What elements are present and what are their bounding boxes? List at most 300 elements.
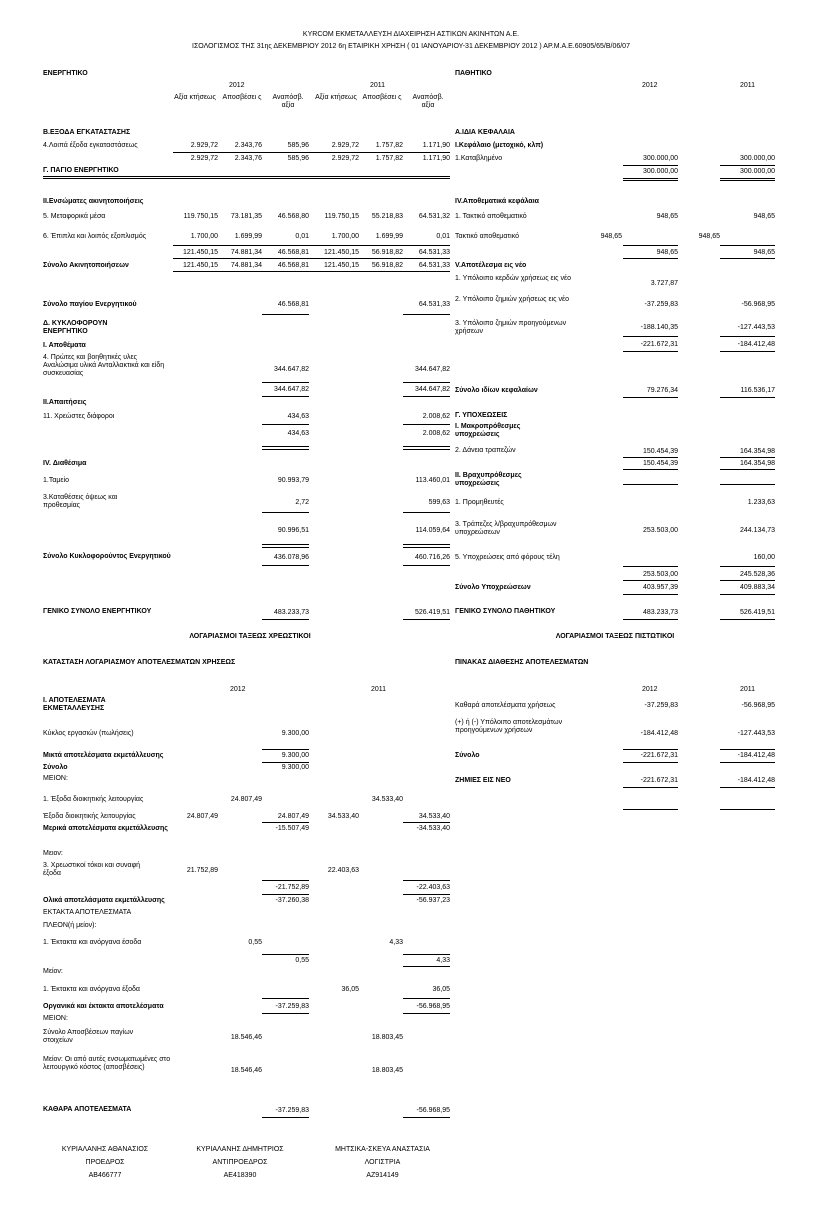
cell: -37.259,83 [644, 301, 678, 308]
rule [262, 547, 309, 548]
taxes-label: 5. Υποχρεώσεις από φόρους τέλη [455, 554, 560, 561]
cell: 73.181,35 [230, 213, 262, 220]
rule [262, 880, 309, 881]
profit-carried-label: 1. Υπόλοιπο κερδών χρήσεως εις νέο [455, 275, 572, 282]
cell: 526.419,51 [414, 609, 450, 616]
equity-total-label: Σύνολο ιδίων κεφαλαίων [455, 387, 538, 394]
cell: 483.233,73 [273, 609, 309, 616]
income-year-2012: 2012 [230, 686, 246, 693]
rule [623, 762, 678, 763]
formation-expenses-title: Β.ΕΞΟΔΑ ΕΓΚΑΤΑΣΤΑΣΗΣ [43, 129, 131, 136]
cell: 74.881,34 [230, 249, 262, 256]
rule [623, 619, 678, 620]
distribution-title: ΠΙΝΑΚΑΣ ΔΙΑΘΕΣΗΣ ΑΠΟΤΕΛΕΣΜΑΤΩΝ [455, 659, 589, 666]
depreciation-included-label: Μείον: Οι από αυτές ενσωματωμένες στο λειτουργικό κόστος (αποσβέσεις) [43, 1056, 171, 1071]
cell: 244.134,73 [739, 527, 775, 534]
cell: 55.218,83 [371, 213, 403, 220]
cash-title: ΙV. Διαθέσιμα [43, 460, 87, 467]
cell: -34.533,40 [416, 825, 450, 832]
col-dep-2012: Αποσβέσει ς [222, 94, 262, 101]
rule [403, 449, 450, 450]
cell: 18.803,45 [371, 1034, 403, 1041]
rule [623, 484, 678, 485]
rule [720, 397, 775, 398]
cell: 18.546,46 [230, 1034, 262, 1041]
memo-debit: ΛΟΓΑΡΙΑΣΜΟΙ ΤΑΞΕΩΣ ΧΡΕΩΣΤΙΚΟΙ [189, 633, 311, 640]
cell: 24.807,49 [186, 813, 218, 820]
cell: 253.503,00 [642, 571, 678, 578]
rule [720, 336, 775, 337]
liab-year-2012: 2012 [642, 82, 658, 89]
fixed-total-label: Σύνολο παγίου Ενεργητικού [43, 301, 137, 308]
cell: 18.546,46 [230, 1067, 262, 1074]
rule [262, 998, 309, 999]
cell: 409.883,34 [739, 584, 775, 591]
rule [173, 245, 450, 246]
reserves-row-label: 1. Τακτικό αποθεματικό [455, 213, 527, 220]
cell: 4,33 [436, 957, 450, 964]
cell: -37.260,38 [275, 897, 309, 904]
rule [623, 809, 678, 810]
minus-label: ΜΕΙΟΝ: [43, 1015, 68, 1022]
rule [403, 512, 450, 513]
cell: 64.531,32 [418, 213, 450, 220]
rule [623, 180, 678, 181]
cell: 2.343,76 [234, 142, 262, 149]
cell: -37.259,83 [644, 702, 678, 709]
retained-title: V.Αποτέλεσμα εις νέο [455, 262, 527, 269]
rule [623, 594, 678, 595]
cell: -184.412,48 [737, 341, 775, 348]
cell: 22.403,63 [327, 867, 359, 874]
cell: 114.059,64 [415, 527, 450, 534]
signatory-name: ΜΗΤΣΙΚΑ-ΣΚΕΥΑ ΑΝΑΣΤΑΣΙΑ [335, 1146, 430, 1153]
cell: 116.536,17 [740, 387, 775, 394]
cell: 344.647,82 [414, 386, 450, 393]
cell: -127.443,53 [737, 324, 775, 331]
minus-label: ΜΕΙΟΝ: [43, 775, 68, 782]
cell: 150.454,39 [642, 448, 678, 455]
rule [262, 512, 309, 513]
cell: 300.000,00 [739, 155, 775, 162]
rule [720, 619, 775, 620]
cell: 74.881,34 [230, 262, 262, 269]
cell: -56.937,23 [416, 897, 450, 904]
liab-year-2011: 2011 [740, 82, 756, 89]
short-term-title: ΙΙ. Βραχυπρόθεσμες υποχρεώσεις [455, 472, 522, 487]
rule [623, 787, 678, 788]
cell: 483.233,73 [642, 609, 678, 616]
dist-sum-label: Σύνολο [455, 752, 480, 759]
cell: 121.450,15 [182, 249, 218, 256]
rule [720, 749, 775, 750]
rule [623, 580, 678, 581]
rule [262, 396, 309, 397]
cell: -188.140,35 [640, 324, 678, 331]
rule [623, 566, 678, 567]
rule [623, 397, 678, 398]
cell: 245.528,36 [739, 571, 775, 578]
cell: 150.454,39 [642, 460, 678, 467]
signatory-role: ΑΝΤΙΠΡΟΕΔΡΟΣ [212, 1159, 268, 1166]
cell: -15.507,49 [275, 825, 309, 832]
rule [403, 544, 450, 545]
cell: 2.929,72 [190, 142, 218, 149]
rule [262, 954, 309, 955]
rule [403, 966, 450, 967]
cell: -127.443,53 [737, 730, 775, 737]
cell: -56.968,95 [416, 1107, 450, 1114]
rule [623, 178, 678, 179]
cell: 344.647,82 [273, 366, 309, 373]
cell: 113.460,01 [415, 477, 450, 484]
cell: 64.531,33 [418, 249, 450, 256]
col-dep-2011: Αποσβέσει ς [362, 94, 402, 101]
extra-income-label: 1. Έκτακτα και ανόργανα έσοδα [43, 939, 142, 946]
organic-extra-label: Οργανικά και έκτακτα αποτελέσματα [43, 1003, 164, 1010]
cell: 344.647,82 [273, 386, 309, 393]
rule [720, 258, 775, 259]
liabilities-grand-total-label: ΓΕΝΙΚΟ ΣΥΝΟΛΟ ΠΑΘΗΤΙΚΟΥ [455, 608, 556, 615]
rule [720, 787, 775, 788]
rule [403, 424, 450, 425]
cell: 948,65 [656, 213, 678, 220]
rule [262, 314, 309, 315]
rule [262, 822, 309, 823]
cell: 948,65 [698, 233, 720, 240]
cell: 34.533,40 [371, 796, 403, 803]
extraordinary-title: ΕΚΤΑΚΤΑ ΑΠΟΤΕΛΕΣΜΑΤΑ [43, 909, 132, 916]
cell: -221.672,31 [640, 777, 678, 784]
rule [720, 469, 775, 470]
cell: 56.918,82 [371, 249, 403, 256]
rule [403, 619, 450, 620]
memo-credit: ΛΟΓΑΡΙΑΣΜΟΙ ΤΑΞΕΩΣ ΠΙΣΤΩΤΙΚΟΙ [555, 633, 675, 640]
cell: 948,65 [600, 233, 622, 240]
rule [623, 245, 678, 246]
cell: 1.700,00 [190, 233, 218, 240]
rule [720, 245, 775, 246]
signatory-name: ΚΥΡΙΑΛΑΝΗΣ ΔΗΜΗΤΡΙΟΣ [196, 1146, 284, 1153]
signatory-name: ΚΥΡΙΑΛΑΝΗΣ ΑΘΑΝΑΣΙΟΣ [61, 1146, 149, 1153]
bank-loans-label: 2. Δάνεια τραπεζών [455, 447, 516, 454]
rule [623, 336, 678, 337]
col-acq-2012: Αξία κτήσεως [174, 94, 216, 101]
cell: 34.533,40 [327, 813, 359, 820]
partial-result-label: Μερικά αποτελέσματα εκμετάλλευσης [43, 825, 168, 832]
cell: 119.750,15 [324, 213, 359, 220]
cell: 160,00 [753, 554, 775, 561]
rule [720, 351, 775, 352]
rule [623, 258, 678, 259]
assets-year-2012: 2012 [229, 82, 245, 89]
cell: 164.354,98 [739, 460, 775, 467]
cell: 0,01 [436, 233, 450, 240]
rule [262, 446, 309, 447]
rule [262, 449, 309, 450]
cell: 36,05 [432, 986, 450, 993]
rule [403, 382, 450, 383]
cell: 34.533,40 [418, 813, 450, 820]
cell: 2.929,72 [190, 155, 218, 162]
cell: 3.727,87 [650, 280, 678, 287]
rule [403, 880, 450, 881]
cell: 585,96 [287, 142, 309, 149]
rule [403, 314, 450, 315]
rule [623, 469, 678, 470]
cell: 585,96 [287, 155, 309, 162]
rule [403, 822, 450, 823]
short-term-banks-label: 3. Τράπεζες λ/βραχυπρόθεσμων υποχρεώσεων [455, 521, 557, 536]
inventory-title: Ι. Αποθέματα [43, 342, 86, 349]
cell: 90.993,79 [277, 477, 309, 484]
cell: 948,65 [656, 249, 678, 256]
reserves-title: IV.Αποθεματικά κεφάλαια [455, 198, 539, 205]
rule [403, 547, 450, 548]
company-title: KYRCOM ΕΚΜΕΤΑΛΛΕΥΣΗ ΔΙΑΧΕΙΡΗΣΗ ΑΣΤΙΚΩΝ ΑΚΙΝΗΤΩΝ Α.Ε. [302, 31, 520, 38]
cell: 119.750,15 [183, 213, 218, 220]
cell: 434,63 [287, 413, 309, 420]
signatory-id: ΑΖ914149 [366, 1172, 399, 1179]
cell: 46.568,81 [277, 249, 309, 256]
cell: 2.008,62 [422, 413, 450, 420]
tangible-row-vehicles: 5. Μεταφορικά μέσα [43, 213, 106, 220]
dist-year-2012: 2012 [642, 686, 658, 693]
dist-year-2011: 2011 [740, 686, 756, 693]
capital-row-label: 1.Καταβλημένο [455, 155, 503, 162]
loss-carried-label: 2. Υπόλοιπο ζημιών χρήσεως εις νέο [455, 296, 569, 303]
operating-results-title: Ι. ΑΠΟΤΕΛΕΣΜΑΤΑ ΕΚΜΕΤΑΛΛΕΥΣΗΣ [43, 697, 106, 712]
rule [403, 998, 450, 999]
depreciation-total-label: Σύνολο Αποσβέσεων παγίων στοιχείων [43, 1029, 134, 1044]
cell: -184.412,48 [640, 730, 678, 737]
cell: 344.647,82 [414, 366, 450, 373]
cell: -56.968,95 [416, 1003, 450, 1010]
rule [262, 424, 309, 425]
prior-losses-label: 3. Υπόλοιπο ζημιών προηγούμενων χρήσεων [455, 320, 567, 335]
rule [43, 176, 450, 177]
cell: 2,72 [295, 499, 309, 506]
cell: 18.803,45 [371, 1067, 403, 1074]
rule [403, 1013, 450, 1014]
cell: 1.757,82 [375, 142, 403, 149]
formation-row-label: 4.Λοιπά έξοδα εγκαταστάσεως [43, 142, 138, 149]
cell: 436.078,96 [273, 554, 309, 561]
cell: -56.968,95 [741, 702, 775, 709]
rule [262, 762, 309, 763]
cell: 21.752,89 [186, 867, 218, 874]
cell: 46.568,80 [277, 213, 309, 220]
income-statement-title: ΚΑΤΑΣΤΑΣΗ ΛΟΓΑΡΙΑΣΜΟΥ ΑΠΟΤΕΛΕΣΜΑΤΩΝ ΧΡΗΣΕΩΣ [43, 659, 236, 666]
rule [403, 1117, 450, 1118]
cell: 526.419,51 [739, 609, 775, 616]
statement-title: ΙΣΟΛΟΓΙΣΜΟΣ ΤΗΣ 31ης ΔΕΚΕΜΒΡΙΟΥ 2012 6η ΕΤΑΙΡΙΚΗ ΧΡΗΣΗ ( 01 ΙΑΝΟΥΑΡΙΟΥ-31 ΔΕΚΕΜΒΡΙΟΥ 2012 ) ΑΡ.Μ.Α.Ε.60905/65/Β/06/07 [192, 43, 630, 50]
cell: 64.531,33 [418, 301, 450, 308]
cell: 9.300,00 [281, 764, 309, 771]
receivables-title: ΙΙ.Απαιτήσεις [43, 399, 87, 406]
rule [403, 565, 450, 566]
liabilities-title: ΠΑΘΗΤΙΚΟ [455, 70, 492, 77]
signatory-role: ΠΡΟΕΔΡΟΣ [85, 1159, 125, 1166]
current-assets-title: Δ. ΚΥΚΛΟΦΟΡΟΥΝ ΕΝΕΡΓΗΤΙΚΟ [43, 320, 108, 335]
admin-expenses-label: Έξοδα διοικητικής λειτουργίας [43, 813, 136, 820]
cell: 0,01 [295, 233, 309, 240]
rule [720, 580, 775, 581]
rule [262, 894, 309, 895]
prior-balance-label: (+) ή (-) Υπόλοιπο αποτελεσμάτων προηγούμενων χρήσεων [455, 719, 563, 734]
rule [262, 544, 309, 545]
cell: 253.503,00 [642, 527, 678, 534]
rule [262, 749, 309, 750]
cell: 164.354,98 [739, 448, 775, 455]
assets-year-2011: 2011 [370, 82, 386, 89]
cell: 56.918,82 [371, 262, 403, 269]
extra-expenses-label: 1. Έκτακτα και ανόργανα έξοδα [43, 986, 140, 993]
cell: 599,63 [428, 499, 450, 506]
cell: 79.276,34 [646, 387, 678, 394]
cell: 0,55 [295, 957, 309, 964]
cell: -221.672,31 [640, 341, 678, 348]
cell: 90.996,51 [277, 527, 309, 534]
cell: 2.929,72 [331, 142, 359, 149]
rule [173, 152, 450, 153]
rule [720, 594, 775, 595]
cash-row-label: 1.Ταμείο [43, 477, 69, 484]
losses-carried-label: ΖΗΜΙΕΣ ΕΙΣ ΝΕΟ [455, 777, 511, 784]
cell: 300.000,00 [739, 168, 775, 175]
cell: 948,65 [753, 213, 775, 220]
liabilities-total-label: Σύνολο Υποχρεώσεων [455, 584, 531, 591]
cell: -184.412,48 [737, 777, 775, 784]
minus-label: Μείον: [43, 968, 63, 975]
gross-result-label: Μικτά αποτελέσματα εκμετάλλευσης [43, 752, 164, 759]
fixed-assets-title: Γ. ΠΑΓΙΟ ΕΝΕΡΓΗΤΙΚΟ [43, 167, 119, 174]
col-net-2012: Αναπόσβ. αξία [272, 94, 304, 109]
rule [623, 351, 678, 352]
liabilities-section-title: Γ. ΥΠΟΧΕΩΣΕΙΣ [455, 412, 508, 419]
cell: 24.807,49 [230, 796, 262, 803]
admin-expenses-label: 1. Έξοδα διοικητικής λειτουργίας [43, 796, 144, 803]
tangible-row-furniture: 6. Έπιπλα και λοιπός εξοπλισμός [43, 233, 147, 240]
cell: 24.807,49 [277, 813, 309, 820]
rule [262, 1013, 309, 1014]
cell: -37.259,83 [275, 1003, 309, 1010]
cell: 2.929,72 [331, 155, 359, 162]
current-total-label: Σύνολο Κυκλοφορούντος Ενεργητικού [43, 553, 171, 560]
cell: 434,63 [287, 430, 309, 437]
cell: -56.968,95 [741, 301, 775, 308]
cell: 1.757,82 [375, 155, 403, 162]
rule [720, 457, 775, 458]
cell: 46.568,81 [277, 262, 309, 269]
cell: 1.171,90 [422, 142, 450, 149]
rule [403, 954, 450, 955]
long-term-title: Ι. Μακροπρόθεσμες υποχρεώσεις [455, 423, 521, 438]
cell: 9.300,00 [281, 730, 309, 737]
assets-grand-total-label: ΓΕΝΙΚΟ ΣΥΝΟΛΟ ΕΝΕΡΓΗΤΙΚΟΥ [43, 608, 152, 615]
rule [403, 446, 450, 447]
inventory-row-label: 4. Πρώτες και βοηθητικές υλες Αναλώσιμα υλικά Ανταλλακτικά και είδη συσκευασίας [43, 354, 165, 377]
receivables-row-label: 11. Χρεώστες διάφοροι [43, 413, 115, 420]
cell: 4,33 [389, 939, 403, 946]
cell: 300.000,00 [642, 155, 678, 162]
cell: 9.300,00 [281, 752, 309, 759]
col-net-2011: Αναπόσβ. αξία [412, 94, 444, 109]
cell: 121.450,15 [323, 262, 359, 269]
rule [720, 180, 775, 181]
cell: 1.171,90 [422, 155, 450, 162]
net-result-label: ΚΑΘΑΡΑ ΑΠΟΤΕΛΕΣΜΑΤΑ [43, 1106, 132, 1113]
total-operating-label: Ολικά αποτελάσματα εκμετάλλευσης [43, 897, 165, 904]
rule [173, 271, 450, 272]
col-acq-2011: Αξία κτήσεως [315, 94, 357, 101]
cell: 460.716,26 [414, 554, 450, 561]
cell: -22.403,63 [416, 884, 450, 891]
capital-title: Ι.Κεφάλαιο (μετοχικό, κλπ) [455, 142, 544, 149]
cell: 121.450,15 [323, 249, 359, 256]
suppliers-label: 1. Προμηθευτές [455, 499, 504, 506]
turnover-label: Κύκλος εργασιών (πωλήσεις) [43, 730, 134, 737]
tangible-total-label: Σύνολο Ακινητοποιήσεων [43, 262, 129, 269]
rule [720, 566, 775, 567]
rule [403, 396, 450, 397]
cell: 948,65 [753, 249, 775, 256]
rule [262, 565, 309, 566]
rule [262, 619, 309, 620]
signatory-role: ΛΟΓΙΣΤΡΙΑ [364, 1159, 401, 1166]
rule [262, 1117, 309, 1118]
cell: 300.000,00 [642, 168, 678, 175]
tangible-title: ΙΙ.Ενσώματες ακινητοποιήσεις [43, 198, 144, 205]
rule [720, 165, 775, 166]
cell: 2.343,76 [234, 155, 262, 162]
rule [403, 894, 450, 895]
interest-label: 3. Χρεωστικοί τόκοι και συναφή έξοδα [43, 862, 141, 877]
rule [623, 749, 678, 750]
cell: -21.752,89 [275, 884, 309, 891]
rule [720, 762, 775, 763]
reserves-row-label: Τακτικό αποθεματικό [455, 233, 520, 240]
cell: 0,55 [248, 939, 262, 946]
signatory-id: ΑΕ418390 [223, 1172, 257, 1179]
cell: -37.259,83 [275, 1107, 309, 1114]
cell: 1.233,63 [747, 499, 775, 506]
cell: 1.700,00 [331, 233, 359, 240]
cell: -221.672,31 [640, 752, 678, 759]
rule [173, 258, 450, 259]
rule [720, 178, 775, 179]
cell: 1.699,99 [234, 233, 262, 240]
cell: 121.450,15 [182, 262, 218, 269]
income-year-2011: 2011 [371, 686, 387, 693]
deposits-row-label: 3.Καταθέσεις όψεως και προθεσμίας [43, 494, 118, 509]
assets-title: ΕΝΕΡΓΗΤΙΚΟ [43, 70, 88, 77]
cell: -184.412,48 [737, 752, 775, 759]
rule [262, 382, 309, 383]
net-results-label: Καθαρά αποτελέσματα χρήσεως [455, 702, 556, 709]
signatory-id: ΑΒ466777 [88, 1172, 122, 1179]
cell: 36,05 [341, 986, 359, 993]
cell: 1.699,99 [375, 233, 403, 240]
rule [720, 484, 775, 485]
equity-title: Α.ΙΔΙΑ ΚΕΦΑΛΑΙΑ [455, 129, 515, 136]
cell: 403.957,39 [642, 584, 678, 591]
cell: 46.568,81 [277, 301, 309, 308]
cell: 64.531,33 [418, 262, 450, 269]
rule [623, 165, 678, 166]
rule [43, 178, 450, 179]
minus-label: Μειον: [43, 850, 63, 857]
